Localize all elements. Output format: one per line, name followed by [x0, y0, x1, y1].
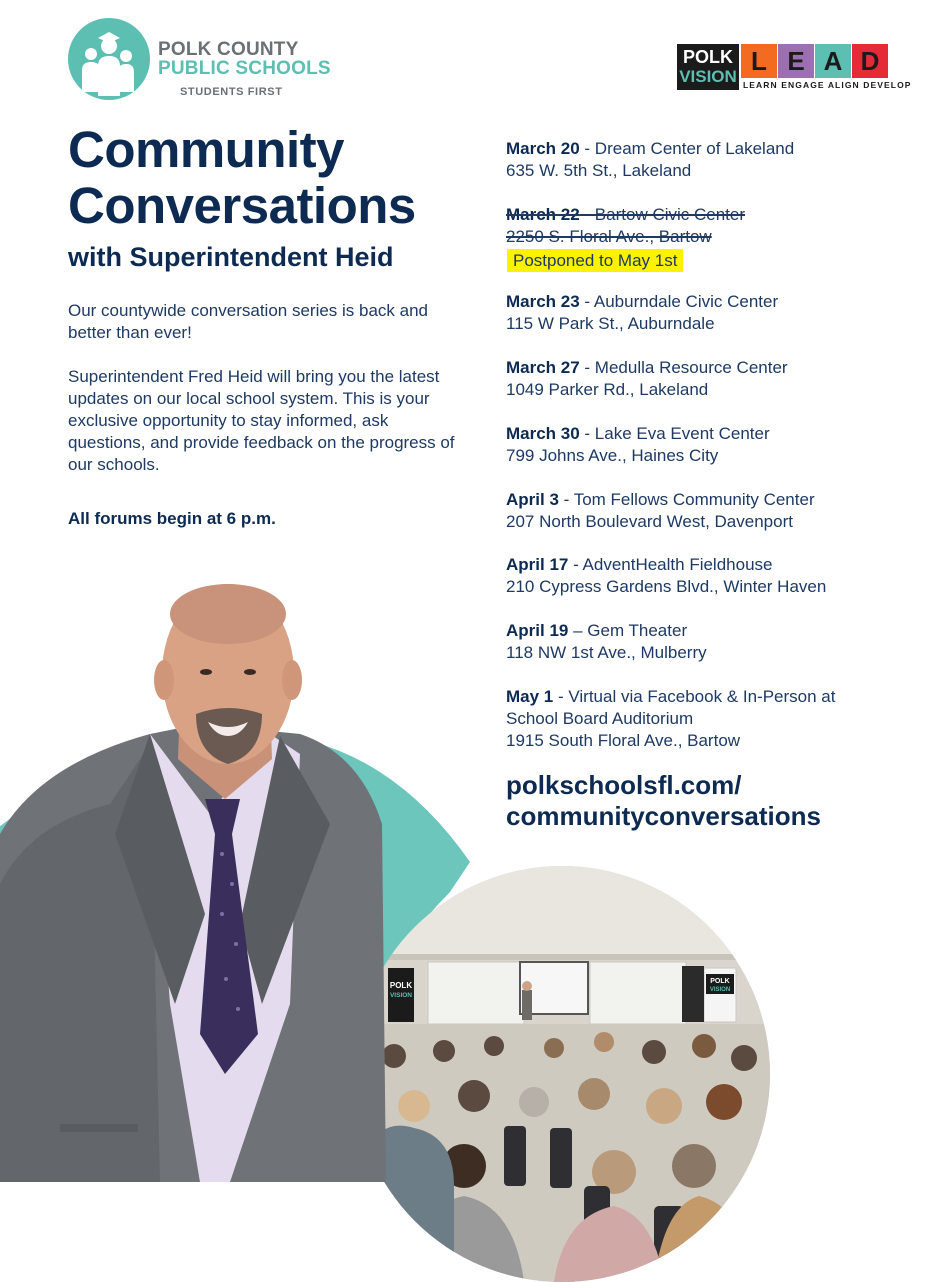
event-date: April 3 — [506, 490, 559, 509]
event-date: April 17 — [506, 555, 569, 574]
event-date: May 1 — [506, 687, 554, 706]
event-venue: - Dream Center of Lakeland — [579, 139, 795, 158]
title-line-1: Community — [68, 121, 344, 178]
event-venue: - Auburndale Civic Center — [579, 292, 779, 311]
event-address: 799 Johns Ave., Haines City — [506, 446, 719, 465]
event-march-20 — [506, 138, 794, 182]
event-march-22-cancelled — [506, 204, 745, 248]
event-date: March 30 — [506, 424, 580, 443]
event-april-19 — [506, 620, 707, 664]
postponed-badge: Postponed to May 1st — [507, 249, 683, 272]
lead-tagline: LEARN ENGAGE ALIGN DEVELOP — [743, 80, 912, 90]
event-address: 115 W Park St., Auburndale — [506, 314, 715, 333]
event-march-23 — [506, 291, 778, 335]
intro-paragraph-1: Our countywide conversation series is back and better than ever! — [68, 301, 429, 342]
event-address: 1049 Parker Rd., Lakeland — [506, 380, 709, 399]
event-address: 207 North Boulevard West, Davenport — [506, 512, 793, 531]
title-line-2: Conversations — [68, 177, 416, 234]
district-name — [158, 40, 331, 98]
event-address: 118 NW 1st Ave., Mulberry — [506, 643, 707, 662]
logo-tagline: STUDENTS FIRST — [180, 86, 283, 98]
lead-letter-e: E — [778, 44, 814, 78]
event-address: 2250 S. Floral Ave., Bartow — [506, 227, 712, 246]
intro-paragraph-2: Superintendent Fred Heid will bring you the latest updates on our local school system. This is your exclusive opportunity to stay informed, ask questions, and provide feedback on the progress of our schools. — [68, 367, 455, 474]
page-subtitle: with Superintendent Heid — [68, 242, 394, 272]
banner-polk-left: POLK — [389, 981, 413, 990]
event-date: March 22 — [506, 205, 580, 224]
event-may-1 — [506, 686, 835, 752]
event-april-17 — [506, 554, 826, 598]
superintendent-portrait — [0, 584, 420, 1182]
polk-schools-logo-icon — [68, 18, 150, 100]
event-venue: - Lake Eva Event Center — [579, 424, 770, 443]
event-venue: – Gem Theater — [568, 621, 688, 640]
website-link[interactable] — [506, 770, 821, 832]
event-address: 635 W. 5th St., Lakeland — [506, 161, 692, 180]
lead-letter-l: L — [741, 44, 777, 78]
logo-line-1: POLK COUNTY — [158, 39, 299, 60]
event-date: March 20 — [506, 139, 580, 158]
event-venue: - Virtual via Facebook & In-Person at — [553, 687, 836, 706]
event-date: March 23 — [506, 292, 580, 311]
url-line-1: polkschoolsfl.com/ — [506, 770, 742, 800]
event-venue: - AdventHealth Fieldhouse — [568, 555, 773, 574]
event-date: April 19 — [506, 621, 569, 640]
event-april-3 — [506, 489, 815, 533]
event-venue-2: School Board Auditorium — [506, 709, 694, 728]
polk-vision-polk: POLK — [682, 47, 733, 67]
event-date: March 27 — [506, 358, 580, 377]
banner-vision-left: VISION — [389, 992, 413, 999]
event-venue: - Tom Fellows Community Center — [558, 490, 815, 509]
logo-line-2: PUBLIC SCHOOLS — [158, 58, 331, 79]
lead-letter-d: D — [852, 44, 888, 78]
event-venue: - Bartow Civic Center — [579, 205, 746, 224]
event-march-27 — [506, 357, 788, 401]
event-address: 210 Cypress Gardens Blvd., Winter Haven — [506, 577, 827, 596]
polk-vision-vision: VISION — [679, 67, 737, 86]
polk-vision-logo — [677, 44, 739, 90]
url-line-2: communityconversations — [506, 801, 821, 831]
event-march-30 — [506, 423, 770, 467]
event-venue: - Medulla Resource Center — [579, 358, 788, 377]
lead-letter-a: A — [815, 44, 851, 78]
page-title — [68, 122, 416, 234]
forums-time-note: All forums begin at 6 p.m. — [68, 509, 276, 528]
banner-vision-right: VISION — [709, 987, 731, 993]
event-address: 1915 South Floral Ave., Bartow — [506, 731, 741, 750]
banner-polk-right: POLK — [710, 978, 730, 985]
